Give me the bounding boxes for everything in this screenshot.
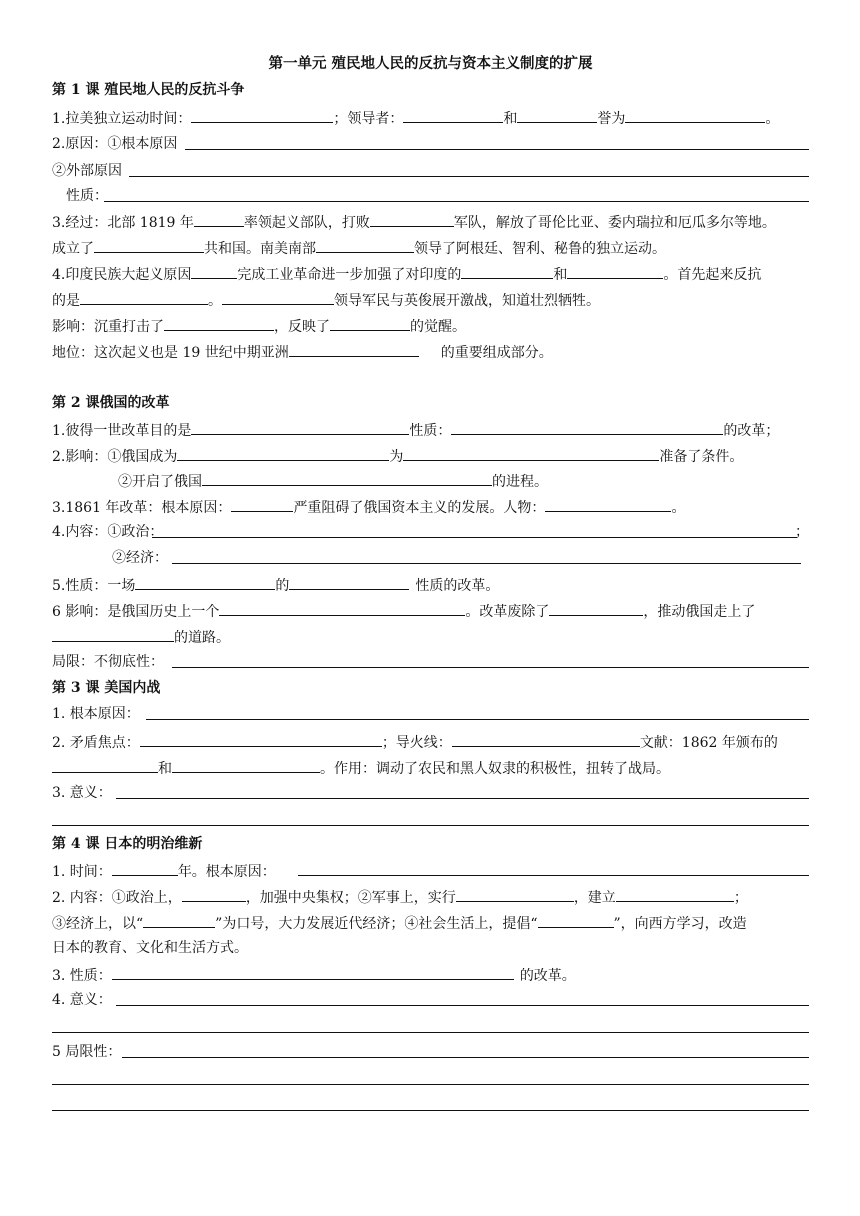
- l1-q1-text-c: 和: [503, 111, 518, 127]
- answer-blank[interactable]: [517, 107, 597, 123]
- answer-blank[interactable]: [191, 263, 237, 279]
- answer-blank[interactable]: [177, 445, 389, 461]
- answer-blank[interactable]: [549, 600, 643, 616]
- l2-q4-text-c: ②经济：: [112, 550, 168, 566]
- answer-blank[interactable]: [298, 860, 809, 876]
- answer-blank[interactable]: [52, 757, 158, 773]
- l1-question-2b: [52, 161, 809, 181]
- answer-blank[interactable]: [116, 990, 809, 1006]
- l2-question-2b: [118, 470, 548, 490]
- l1-q3-text-d: 成立了: [52, 241, 94, 257]
- answer-blank[interactable]: [289, 341, 419, 357]
- l3-q3-text: 3. 意义：: [52, 785, 112, 801]
- answer-blank[interactable]: [164, 315, 274, 331]
- l1-q1-text-e: 。: [765, 111, 780, 127]
- answer-line[interactable]: [52, 1084, 809, 1085]
- l1-question-4b: [52, 289, 600, 309]
- answer-blank[interactable]: [172, 548, 801, 564]
- answer-blank[interactable]: [567, 263, 663, 279]
- l1-question-1: [52, 107, 779, 127]
- l2-limitation: [52, 652, 809, 672]
- answer-blank[interactable]: [94, 237, 204, 253]
- l2-q6-text-b: 。改革废除了: [465, 604, 550, 620]
- l2-question-6b: [52, 626, 230, 646]
- answer-blank[interactable]: [219, 600, 465, 616]
- l2-question-4b: [112, 548, 809, 568]
- answer-blank[interactable]: [370, 211, 454, 227]
- answer-blank[interactable]: [172, 757, 320, 773]
- l2-q2-text-c: 准备了条件。: [659, 449, 744, 465]
- answer-blank[interactable]: [185, 134, 809, 150]
- l1-q3-text-a: 3.经过：北部 1819 年: [52, 215, 194, 231]
- l2-q2-text-d: ②开启了俄国: [118, 474, 202, 490]
- l3-q2-text-c: 文献：1862 年颁布的: [639, 735, 778, 751]
- l1-status-text-b: 的重要组成部分。: [440, 345, 553, 361]
- l2-q5-text-c: 性质的改革。: [415, 578, 500, 594]
- l1-question-3a: [52, 211, 776, 231]
- answer-line[interactable]: [52, 825, 809, 826]
- l2-q3-text-a: 3.1861 年改革：根本原因：: [52, 500, 232, 516]
- answer-blank[interactable]: [135, 574, 275, 590]
- lesson-1-heading: 第 1 课 殖民地人民的反抗斗争: [52, 82, 245, 98]
- l4-question-2b: [52, 912, 747, 932]
- l4-q2-text-d: ；: [733, 890, 748, 906]
- l4-q5-text: 5 局限性：: [52, 1044, 122, 1060]
- answer-blank[interactable]: [129, 161, 809, 177]
- l3-q2-text-e: 。作用：调动了农民和黑人奴隶的积极性，扭转了战局。: [320, 761, 670, 777]
- answer-blank[interactable]: [172, 652, 809, 668]
- answer-blank[interactable]: [545, 496, 671, 512]
- lesson-4-heading: 第 4 课 日本的明治维新: [52, 836, 203, 852]
- answer-blank[interactable]: [191, 419, 409, 435]
- l2-q1-text-c: 的改革；: [723, 423, 780, 439]
- l2-q4-text-b: ；: [795, 524, 809, 540]
- l3-question-2a: [52, 731, 778, 751]
- l1-q1-text-d: 誉为: [597, 111, 626, 127]
- l4-q2-text-e: ③经济上，以“: [52, 916, 144, 932]
- answer-blank[interactable]: [112, 964, 514, 980]
- l1-q1-text-a: 1.拉美独立运动时间：: [52, 111, 192, 127]
- l2-question-4a: [52, 522, 809, 542]
- answer-blank[interactable]: [316, 237, 414, 253]
- l1-q2-text-c: 性质：: [66, 188, 108, 204]
- page-title: 第一单元 殖民地人民的反抗与资本主义制度的扩展: [268, 55, 593, 72]
- l1-question-3b: [52, 237, 666, 257]
- l1-q4-text-d: 。首先起来反抗: [663, 267, 762, 283]
- l1-impact-text-a: 影响：沉重打击了: [52, 319, 164, 335]
- l2-limitation-text: 局限：不彻底性：: [52, 654, 164, 670]
- l4-q4-text: 4. 意义：: [52, 992, 112, 1008]
- l1-q2-text-b: ②外部原因: [52, 163, 122, 179]
- l4-question-3: [52, 964, 576, 984]
- l2-q1-text-b: 性质：: [409, 423, 452, 439]
- l3-q1-text: 1. 根本原因：: [52, 706, 140, 722]
- l2-question-1: [52, 419, 779, 439]
- answer-blank[interactable]: [52, 626, 174, 642]
- l1-q4-text-b: 完成工业革命进一步加强了对印度的: [237, 267, 462, 283]
- l2-q6-text-d: 的道路。: [174, 630, 230, 646]
- answer-blank[interactable]: [122, 1042, 809, 1058]
- answer-blank[interactable]: [112, 860, 178, 876]
- answer-blank[interactable]: [616, 886, 734, 902]
- l2-q6-text-c: ，推动俄国走上了: [643, 604, 756, 620]
- answer-blank[interactable]: [451, 419, 723, 435]
- l1-q3-text-b: 率领起义部队，打败: [243, 215, 370, 231]
- answer-blank[interactable]: [182, 886, 246, 902]
- l3-question-3: [52, 783, 809, 803]
- l1-q4-text-a: 4.印度民族大起义原因: [52, 267, 192, 283]
- l3-q2-text-b: ；导火线：: [381, 735, 452, 751]
- l1-question-2a: [52, 134, 809, 154]
- answer-blank[interactable]: [403, 445, 659, 461]
- l4-q2-text-c: ，建立: [573, 890, 616, 906]
- l3-q2-text-a: 2. 矛盾焦点：: [52, 735, 140, 751]
- answer-blank[interactable]: [80, 289, 208, 305]
- l4-question-4: [52, 990, 809, 1010]
- lesson-2-heading: 第 2 课俄国的改革: [52, 395, 170, 411]
- answer-blank[interactable]: [330, 315, 410, 331]
- l1-status: [52, 341, 553, 361]
- l2-q3-text-c: 。: [671, 500, 686, 516]
- l1-q4-text-e: 的是: [52, 293, 80, 309]
- l2-q4-text-a: 4.内容：①政治：: [52, 524, 164, 540]
- answer-blank[interactable]: [116, 783, 809, 799]
- l2-q1-text-a: 1.彼得一世改革目的是: [52, 423, 192, 439]
- l2-q2-text-a: 2.影响：①俄国成为: [52, 449, 178, 465]
- l3-question-2b: [52, 757, 670, 777]
- answer-line[interactable]: [52, 1032, 809, 1033]
- answer-blank[interactable]: [104, 186, 809, 202]
- l2-q5-text-b: 的: [275, 578, 290, 594]
- l2-question-6a: [52, 600, 755, 620]
- l4-q2-text-b: ，加强中央集权；②军事上，实行: [245, 890, 456, 906]
- l4-q1-text-b: 年。根本原因：: [177, 864, 276, 880]
- l4-question-2a: [52, 886, 748, 906]
- answer-blank[interactable]: [625, 107, 765, 123]
- l2-q2-text-e: 的进程。: [492, 474, 548, 490]
- l1-q3-text-f: 领导了阿根廷、智利、秘鲁的独立运动。: [414, 241, 666, 257]
- l4-q2-text-f: ”为口号，大力发展近代经济；④社会生活上，提倡“: [215, 916, 538, 932]
- l3-q2-text-d: 和: [158, 761, 172, 777]
- l1-q4-text-f: 。: [208, 293, 222, 309]
- answer-blank[interactable]: [231, 496, 293, 512]
- l2-question-5: [52, 574, 499, 594]
- l1-status-text-a: 地位：这次起义也是 19 世纪中期亚洲: [52, 345, 289, 361]
- l2-question-2a: [52, 445, 743, 465]
- l1-question-4a: [52, 263, 761, 283]
- l1-q3-text-c: 军队，解放了哥伦比亚、委内瑞拉和厄瓜多尔等地。: [453, 215, 776, 231]
- l4-q3-text-a: 3. 性质：: [52, 968, 112, 984]
- answer-blank[interactable]: [403, 107, 503, 123]
- l3-question-1: [52, 704, 809, 724]
- l4-q2-text-g: ”，向西方学习，改造: [613, 916, 747, 932]
- l2-q2-text-b: 为: [389, 449, 404, 465]
- l4-question-1: [52, 860, 809, 880]
- l2-question-3: [52, 496, 685, 516]
- l1-q4-text-c: 和: [553, 267, 568, 283]
- answer-blank[interactable]: [461, 263, 553, 279]
- l1-q4-text-g: 领导军民与英俊展开激战，知道壮烈牺牲。: [334, 293, 600, 309]
- l1-question-2c: [66, 186, 809, 206]
- answer-blank[interactable]: [538, 912, 614, 928]
- l2-q6-text-a: 6 影响：是俄国历史上一个: [52, 604, 220, 620]
- l1-impact-text-b: ，反映了: [274, 319, 330, 335]
- answer-blank[interactable]: [222, 289, 334, 305]
- l4-q3-text-b: 的改革。: [519, 968, 576, 984]
- l2-q5-text-a: 5.性质：一场: [52, 578, 136, 594]
- answer-blank[interactable]: [289, 574, 409, 590]
- answer-line[interactable]: [52, 1110, 809, 1111]
- answer-blank[interactable]: [194, 211, 244, 227]
- answer-blank[interactable]: [202, 470, 492, 486]
- answer-blank[interactable]: [191, 107, 333, 123]
- lesson-3-heading: 第 3 课 美国内战: [52, 680, 161, 696]
- l1-q2-text-a: 2.原因：①根本原因: [52, 136, 178, 152]
- l4-question-2c: 日本的教育、文化和生活方式。: [52, 940, 248, 956]
- answer-blank[interactable]: [140, 731, 382, 747]
- answer-blank[interactable]: [146, 704, 809, 720]
- answer-blank[interactable]: [452, 731, 640, 747]
- l4-question-5: [52, 1042, 809, 1062]
- answer-blank[interactable]: [456, 886, 574, 902]
- answer-blank[interactable]: [143, 912, 215, 928]
- l4-q2-text-a: 2. 内容：①政治上，: [52, 890, 182, 906]
- l1-impact-text-c: 的觉醒。: [410, 319, 466, 335]
- l1-q3-text-e: 共和国。南美南部: [204, 241, 316, 257]
- l1-q1-text-b: ；领导者：: [333, 111, 404, 127]
- l4-q1-text-a: 1. 时间：: [52, 864, 112, 880]
- answer-blank[interactable]: [152, 522, 797, 538]
- l2-q3-text-b: 严重阻碍了俄国资本主义的发展。人物：: [293, 500, 546, 516]
- l1-impact: [52, 315, 466, 335]
